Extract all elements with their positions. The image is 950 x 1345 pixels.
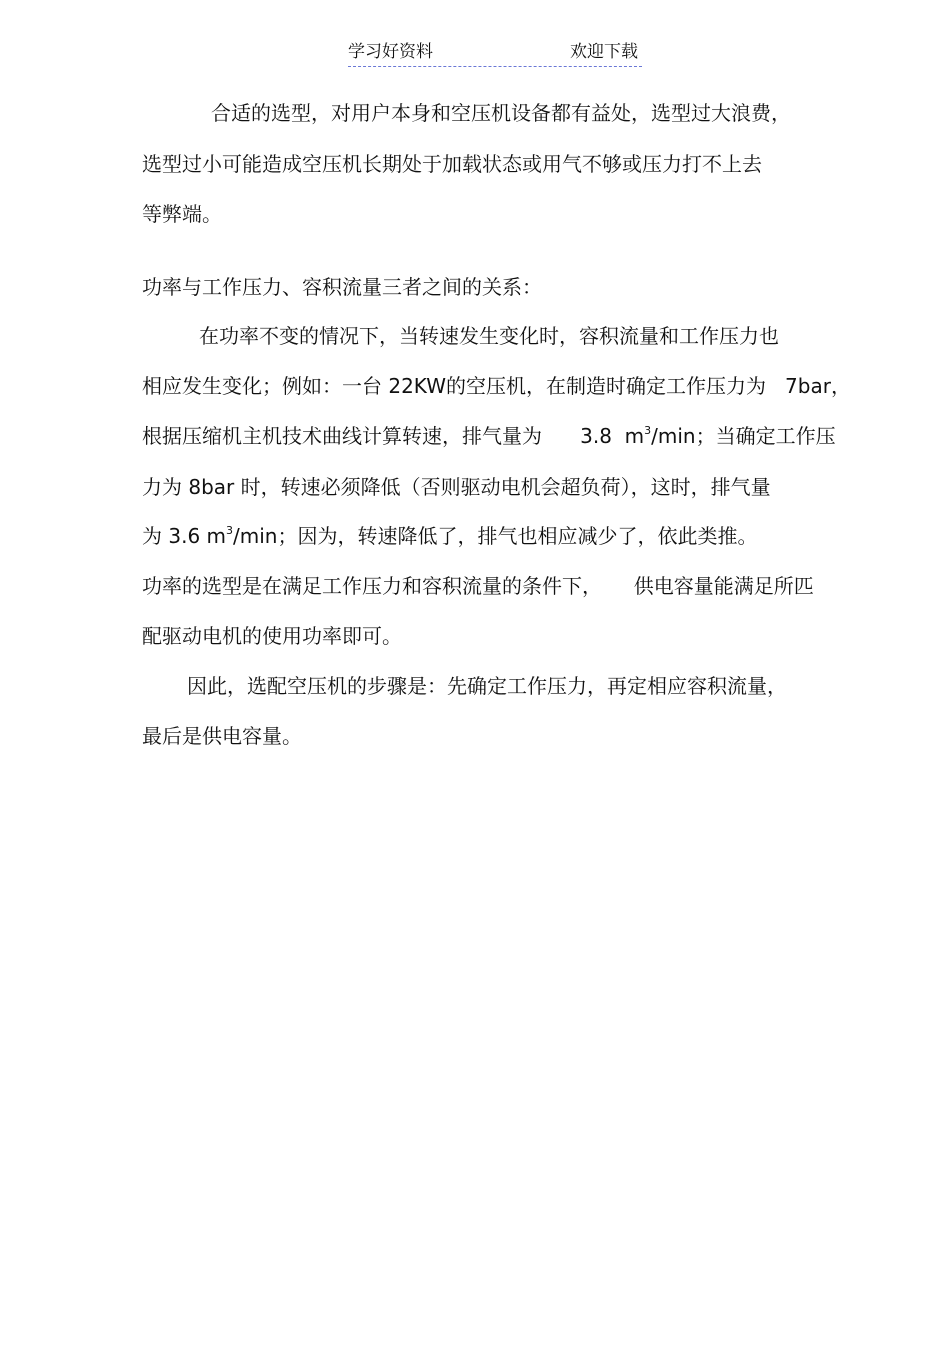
- paragraph-2-line-3: [142, 423, 836, 449]
- paragraph-1-line-2: 选型过小可能造成空压机长期处于加载状态或用气不够或压力打不上去: [142, 152, 762, 176]
- paragraph-2-line-5-text-a: 为 3.6 m: [142, 524, 227, 548]
- superscript-3: 3: [644, 424, 652, 437]
- paragraph-2-line-3-text-a: 根据压缩机主机技术曲线计算转速，排气量为 3.8 m: [142, 424, 645, 448]
- paragraph-2-line-1: 在功率不变的情况下，当转速发生变化时，容积流量和工作压力也: [199, 324, 779, 348]
- paragraph-4-line-1: 因此，选配空压机的步骤是：先确定工作压力，再定相应容积流量，: [187, 674, 787, 698]
- section-heading: 功率与工作压力、容积流量三者之间的关系：: [142, 275, 542, 299]
- superscript-3: 3: [226, 524, 234, 537]
- paragraph-1-line-1: 合适的选型，对用户本身和空压机设备都有益处，选型过大浪费，: [211, 101, 791, 125]
- paragraph-2-line-5-text-b: /min；因为，转速降低了，排气也相应减少了，依此类推。: [233, 524, 758, 548]
- header-left-text: 学习好资料: [348, 42, 433, 62]
- paragraph-3-line-1: 功率的选型是在满足工作压力和容积流量的条件下， 供电容量能满足所匹: [142, 574, 814, 598]
- paragraph-1-line-3: 等弊端。: [142, 202, 222, 226]
- paragraph-2-line-3-text-b: /min；当确定工作压: [651, 424, 836, 448]
- paragraph-2-line-4: 力为 8bar 时，转速必须降低（否则驱动电机会超负荷），这时，排气量: [142, 475, 771, 499]
- paragraph-2-line-5: [142, 523, 757, 549]
- header-right-text: 欢迎下载: [570, 42, 638, 62]
- paragraph-3-line-2: 配驱动电机的使用功率即可。: [142, 624, 402, 648]
- paragraph-4-line-2: 最后是供电容量。: [142, 724, 302, 748]
- paragraph-2-line-2: 相应发生变化；例如：一台 22KW的空压机，在制造时确定工作压力为 7bar，: [142, 374, 851, 398]
- page-header: [348, 40, 642, 67]
